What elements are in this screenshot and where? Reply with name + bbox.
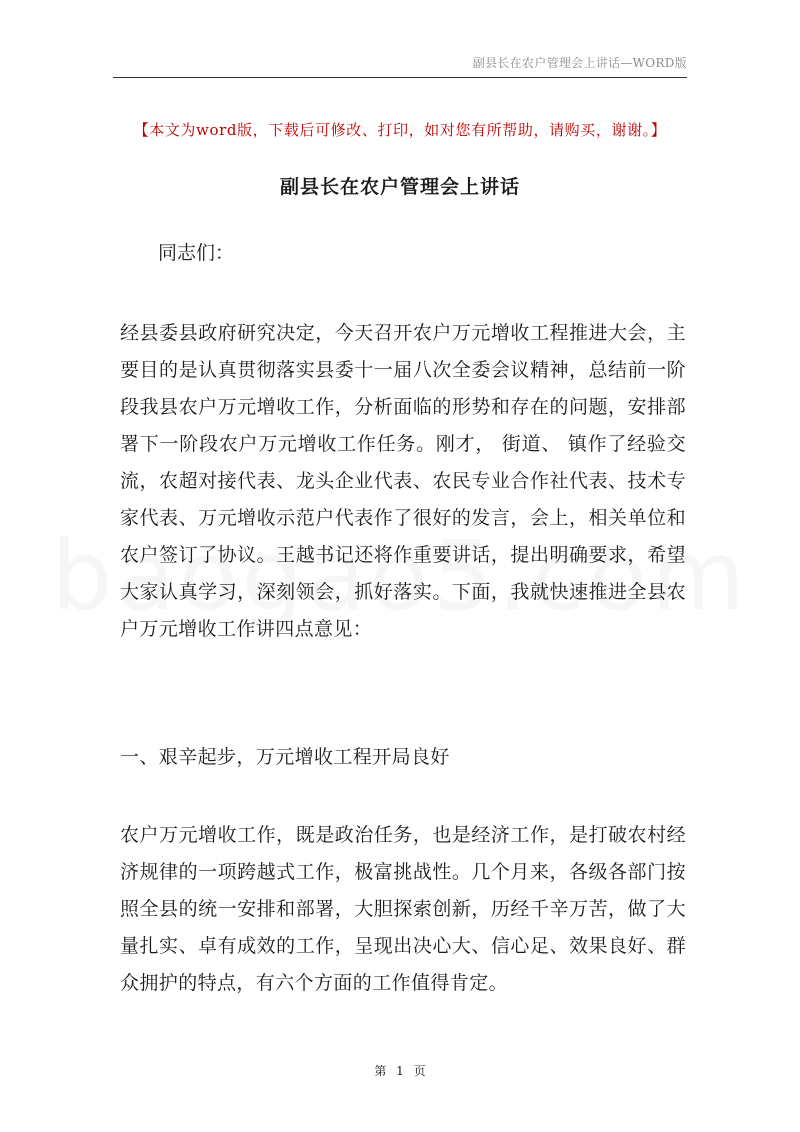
document-title: 副县长在农户管理会上讲话 <box>279 176 520 198</box>
download-notice: 【本文为word版，下载后可修改、打印，如对您有所帮助，请购买，谢谢。】 <box>133 121 667 139</box>
header-divider <box>113 77 687 78</box>
page-prefix: 第 <box>374 1064 387 1078</box>
page-suffix: 页 <box>413 1064 426 1078</box>
body-paragraph-2: 农户万元增收工作，既是政治任务，也是经济工作，是打破农村经济规律的一项跨越式工作，极富挑战性。几个月来，各级各部门按照全县的统一安排和部署，大胆探索创新，历经千辛万苦，做了大量扎实、卓有成效的工作，呈现出决心大、信心足、效果良好、群众拥护的特点，有六个方面的工作值得肯定。 <box>120 824 686 994</box>
salutation: 同志们： <box>158 242 235 264</box>
running-header: 副县长在农户管理会上讲话—WORD版 <box>472 56 687 70</box>
body-paragraph-1: 经县委县政府研究决定，今天召开农户万元增收工程推进大会，主要目的是认真贯彻落实县委十一届八次全委会议精神，总结前一阶段我县农户万元增收工作，分析面临的形势和存在的问题，安排部署下一阶段农户万元增收工作任务。刚才， 街道、 镇作了经验交流，农超对接代表、龙头企业代表、农民专业合作社代表、技术专家代表、万元增收示范户代表作了很好的发言，会上，相关单位和农户签订了协议。王越书记还将作重要讲话，提出明确要求，希望大家认真学习，深刻领会，抓好落实。下面，我就快速推进全县农户万元增收工作讲四点意见： <box>120 322 686 640</box>
section-heading-1: 一、艰辛起步，万元增收工程开局良好 <box>120 746 450 768</box>
page-footer <box>0 1062 800 1079</box>
page-number: 1 <box>396 1064 404 1078</box>
